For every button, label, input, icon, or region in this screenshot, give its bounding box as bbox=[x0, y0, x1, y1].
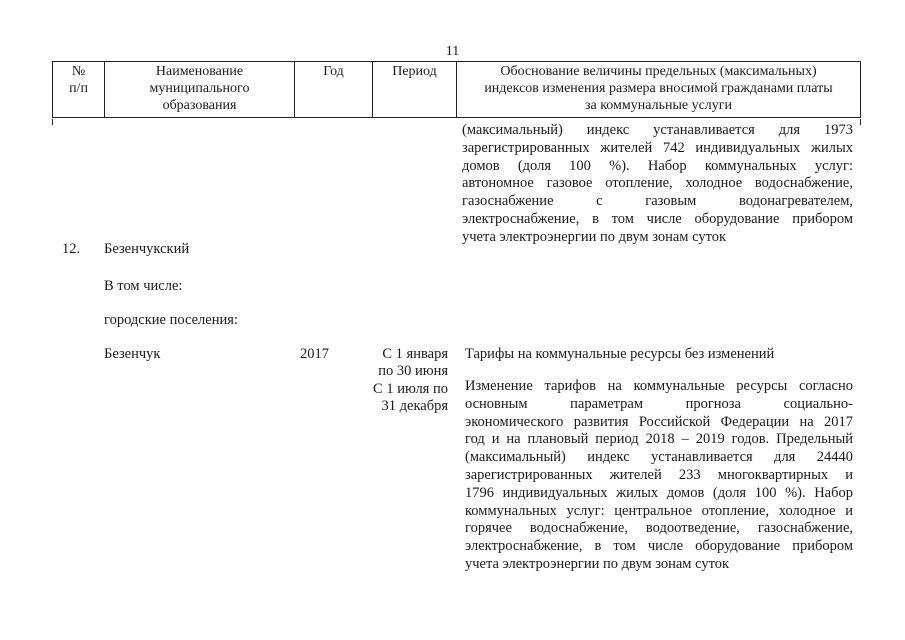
header-number: № п/п bbox=[53, 62, 105, 118]
urban-settlements-label: городские поселения: bbox=[104, 312, 238, 328]
header-name: Наименование муниципального образования bbox=[105, 62, 295, 118]
municipality-name: Безенчукский bbox=[104, 241, 190, 257]
header-year: Год bbox=[295, 62, 373, 118]
page-number: 11 bbox=[445, 44, 460, 59]
table-border bbox=[860, 119, 861, 125]
including-label: В том числе: bbox=[104, 278, 183, 294]
basis-second-half: Изменение тарифов на коммунальные ресурсы согласно основным параметрам прогноза социально- экономического развития Российской Федерации на 2017 год и на плановый период 2018 – 2019 годов. Предельный (максимальный) индекс устанавливается для 24440 зарегистрированных жителей 233 многоквартирных и 1796 индивидуальных жилых домов (доля 100 %). Набор коммунальных услуг: центральное отопление, холодное и горячее водоснабжение, водоотведение, газоснабжение, электроснабжение, в том числе оборудование прибором учета электроэнергии по двум зонам суток bbox=[465, 378, 853, 572]
row-number: 12. bbox=[62, 241, 81, 257]
header-period: Период bbox=[373, 62, 457, 118]
header-basis: Обоснование величины предельных (максимальных) индексов изменения размера вносимой гражданами платы за коммунальные услуги bbox=[457, 62, 861, 118]
period-second-half: С 1 июля по 31 декабря bbox=[373, 381, 448, 414]
basis-first-half: Тарифы на коммунальные ресурсы без изменений bbox=[465, 346, 775, 362]
year-value: 2017 bbox=[300, 346, 329, 362]
settlement-name: Безенчук bbox=[104, 346, 161, 362]
table-border bbox=[52, 119, 53, 125]
period-first-half: С 1 января по 30 июня bbox=[378, 346, 448, 379]
table-header bbox=[52, 61, 861, 118]
continued-basis-text: (максимальный) индекс устанавливается для 1973 зарегистрированных жителей 742 индивидуальных жилых домов (доля 100 %). Набор коммунальных услуг: автономное газовое отопление, холодное водоснабжение, газоснабжение с газовым водонагревателем, электроснабжение, в том числе оборудование прибором учета электроэнергии по двум зонам суток bbox=[462, 122, 853, 245]
